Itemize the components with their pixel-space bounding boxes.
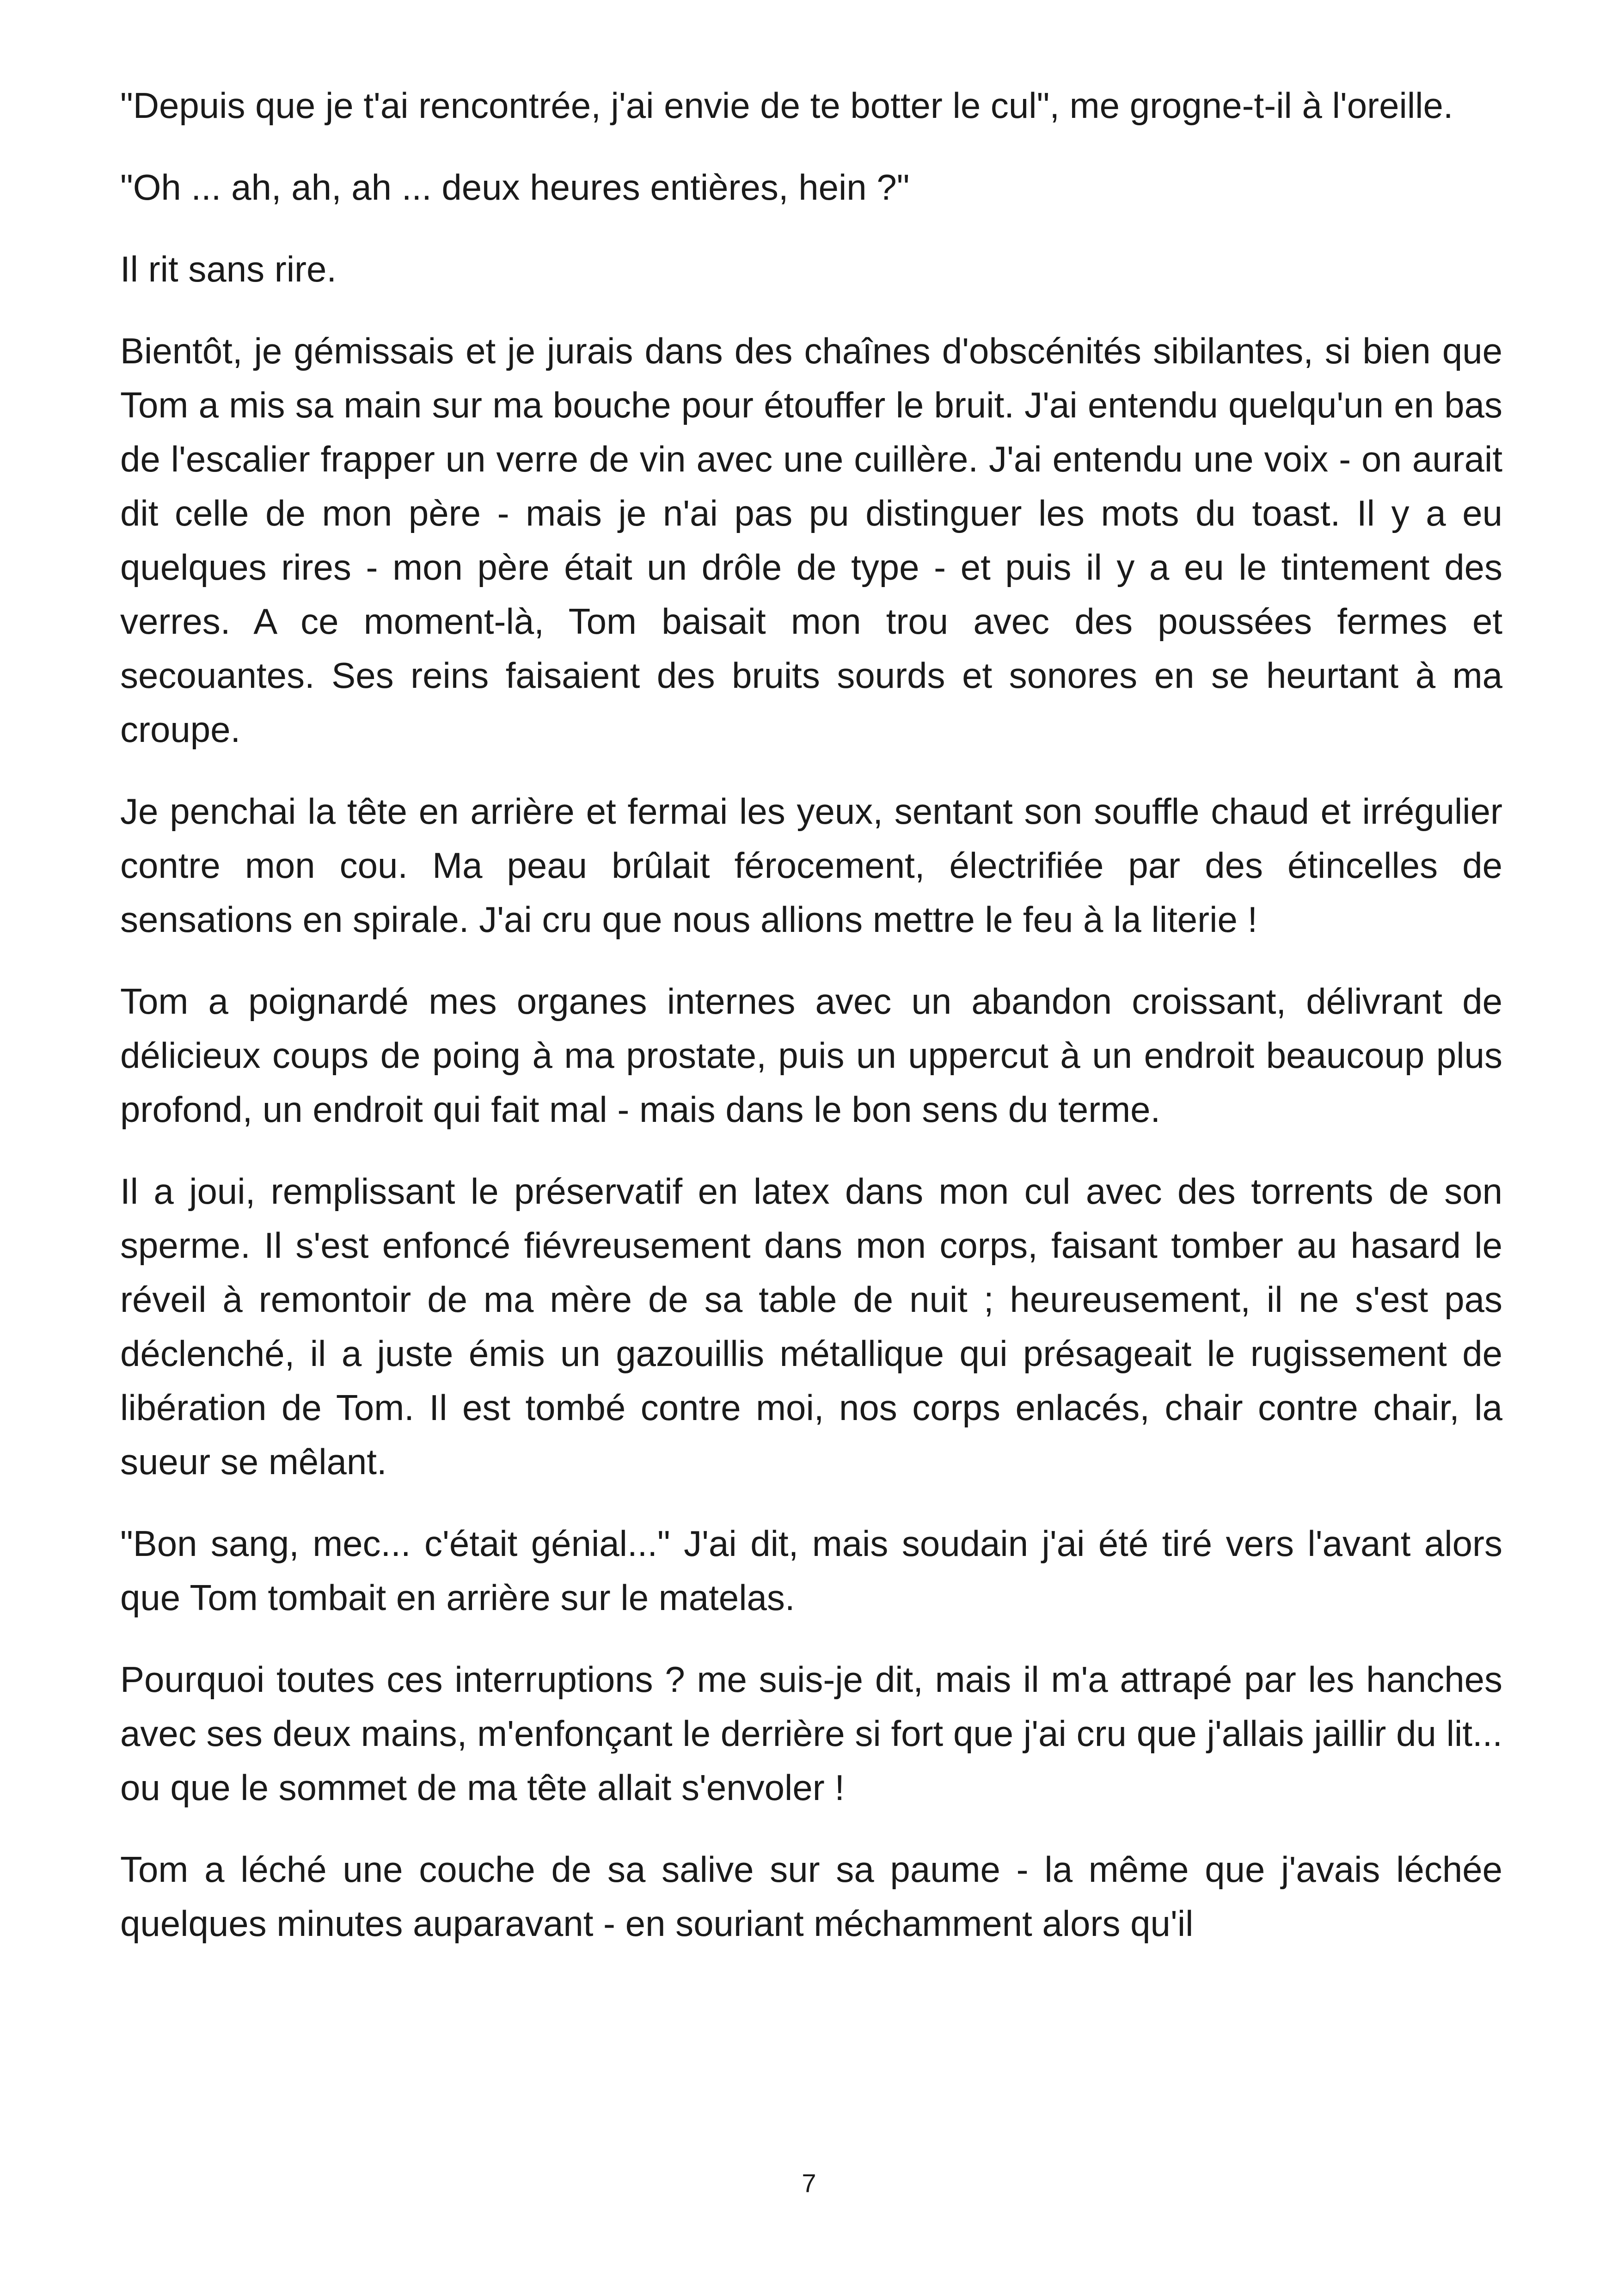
paragraph: Il rit sans rire. (120, 249, 337, 289)
paragraph: "Bon sang, mec... c'était génial..." J'ai dit, mais soudain j'ai été tiré vers l'avant alors que Tom tombait en arrière sur le matelas. (120, 1523, 1502, 1618)
paragraph: Bientôt, je gémissais et je jurais dans des chaînes d'obscénités sibilantes, si bien que Tom a mis sa main sur ma bouche pour étouffer le bruit. J'ai entendu quelqu'un en bas de l'escalier frapper un verre de vin avec une cuillère. J'ai entendu une voix - on aurait dit celle de mon père - mais je n'ai pas pu distinguer les mots du toast. Il y a eu quelques rires - mon père était un drôle de type - et puis il y a eu le tintement des verres. A ce moment-là, Tom baisait mon trou avec des poussées fermes et secouantes. Ses reins faisaient des bruits sourds et sonores en se heurtant à ma croupe. (120, 331, 1502, 750)
paragraph: Il a joui, remplissant le préservatif en latex dans mon cul avec des torrents de son sperme. Il s'est enfoncé fiévreusement dans mon corps, faisant tomber au hasard le réveil à remontoir de ma mère de sa table de nuit ; heureusement, il ne s'est pas déclenché, il a juste émis un gazouillis métallique qui présageait le rugissement de libération de Tom. Il est tombé contre moi, nos corps enlacés, chair contre chair, la sueur se mêlant. (120, 1171, 1502, 1482)
paragraph: Tom a poignardé mes organes internes avec un abandon croissant, délivrant de délicieux coups de poing à ma prostate, puis un uppercut à un endroit beaucoup plus profond, un endroit qui fait mal - mais dans le bon sens du terme. (120, 981, 1502, 1130)
paragraph: Je penchai la tête en arrière et fermai les yeux, sentant son souffle chaud et irrégulier contre mon cou. Ma peau brûlait férocement, électrifiée par des étincelles de sensations en spirale. J'ai cru que nous allions mettre le feu à la literie ! (120, 791, 1502, 940)
page-number: 7 (802, 2168, 816, 2198)
document-body (120, 79, 1502, 1978)
paragraph: "Depuis que je t'ai rencontrée, j'ai envie de te botter le cul", me grogne-t-il à l'oreille. (120, 85, 1453, 126)
paragraph: Tom a léché une couche de sa salive sur sa paume - la même que j'avais léchée quelques minutes auparavant - en souriant méchamment alors qu'il (120, 1849, 1502, 1944)
paragraph: "Oh ... ah, ah, ah ... deux heures entières, hein ?" (120, 167, 910, 208)
paragraph: Pourquoi toutes ces interruptions ? me suis-je dit, mais il m'a attrapé par les hanches avec ses deux mains, m'enfonçant le derrière si fort que j'ai cru que j'allais jaillir du lit... ou que le sommet de ma tête allait s'envoler ! (120, 1659, 1502, 1808)
